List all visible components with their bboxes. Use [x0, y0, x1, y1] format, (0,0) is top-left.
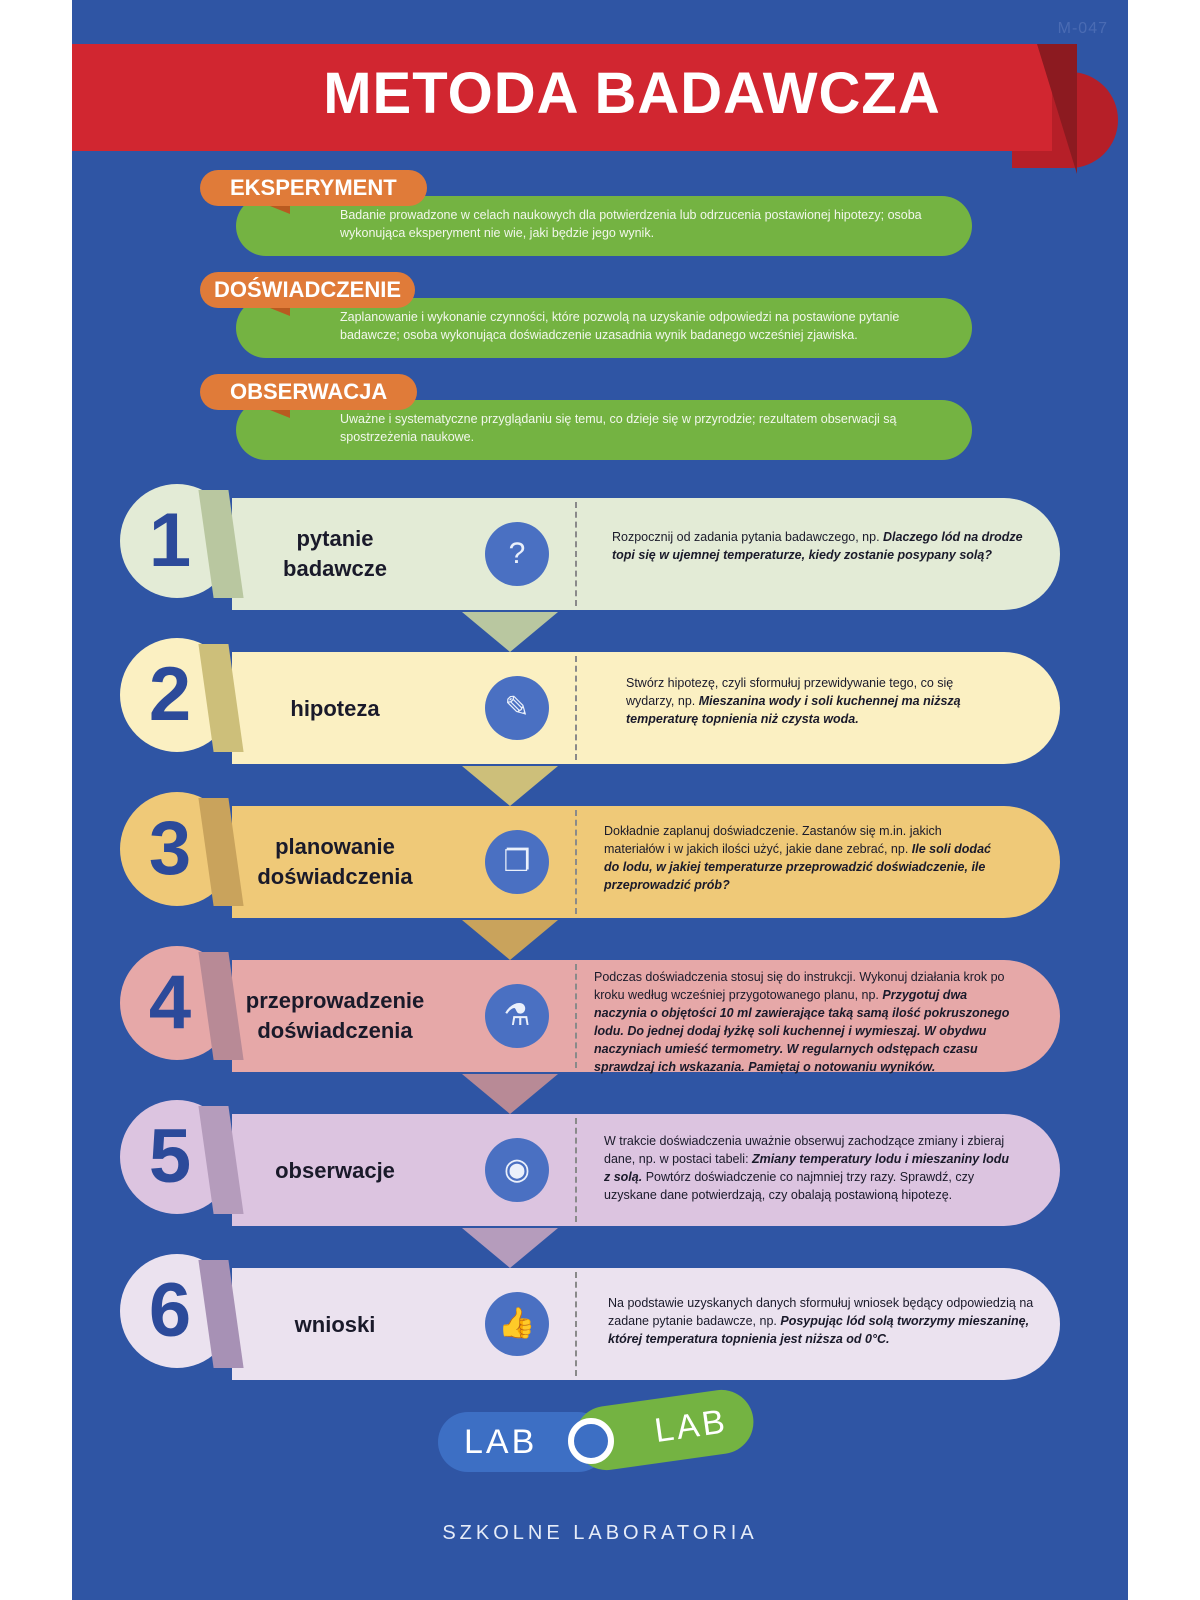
step-description — [608, 1294, 1048, 1348]
step-text-emphasis: Przygotuj dwa naczynia o objętości 10 ml zawierające taką samą ilość pokruszonego lodu. Do jednej dodaj łyżkę soli kuchennej i wymieszaj. W obydwu naczyniach umieść termometry. W regularnych odstępach czasu sprawdzaj ich wskazania. Pamiętaj o notowaniu wyników. — [594, 988, 1010, 1074]
step-2 — [120, 638, 1060, 752]
step-description — [594, 968, 1014, 1076]
step-label-line: pytanie — [296, 526, 374, 551]
step-separator — [575, 1272, 577, 1376]
step-label-line: planowanie — [275, 834, 395, 859]
step-text-emphasis: Mieszanina wody i soli kuchennej ma niższą temperaturę topnienia niż czysta woda. — [626, 694, 961, 726]
step-label — [230, 1310, 440, 1340]
step-separator — [575, 1118, 577, 1222]
step-text-plain: W trakcie doświadczenia uważnie obserwuj zachodzące zmiany i zbieraj dane, np. w postaci tabeli: — [604, 1134, 1005, 1166]
notepad-pencil-icon: ✎ — [485, 676, 549, 740]
step-text-emphasis: Posypując lód solą tworzymy mieszaninę, której temperatura topnienia jest niższa od 0°C. — [608, 1314, 1030, 1346]
step-separator — [575, 810, 577, 914]
step-5 — [120, 1100, 1060, 1214]
step-3 — [120, 792, 1060, 906]
step-6 — [120, 1254, 1060, 1368]
tagline: SZKOLNE LABORATORIA — [442, 1522, 758, 1544]
step-label — [230, 986, 440, 1046]
flask-icon: ⚗ — [485, 984, 549, 1048]
step-description — [626, 674, 966, 728]
step-number: 5 — [148, 1114, 192, 1199]
definition-text: Zaplanowanie i wykonanie czynności, które pozwolą na uzyskanie odpowiedzi na postawione pytanie badawcze; osoba wykonująca doświadczenie uzasadnia wynik badanego wcześniej zjawiska. — [340, 310, 900, 342]
step-text-emphasis: Ile soli dodać do lodu, w jakiej temperaturze przeprowadzić doświadczenie, ile przeprowadzić prób? — [604, 842, 991, 892]
definition-text: Uważne i systematyczne przyglądaniu się temu, co dzieje się w przyrodzie; rezultatem obserwacji są spostrzeżenia naukowe. — [340, 412, 897, 444]
step-text-emphasis: Dlaczego lód na drodze topi się w ujemnej temperaturze, kiedy zostanie posypany solą? — [612, 530, 1023, 562]
definition-term: OBSERWACJA — [200, 374, 417, 410]
step-label-line: wnioski — [294, 1312, 376, 1337]
step-number: 2 — [148, 652, 192, 737]
logo-right-pill: LAB — [570, 1386, 757, 1474]
step-text-plain: Dokładnie zaplanuj doświadczenie. Zastanów się m.in. jakich materiałów i w jakich ilości użyć, jakie dane zebrać, np. — [604, 824, 942, 856]
step-text-plain: Podczas doświadczenia stosuj się do instrukcji. Wykonuj działania krok po kroku według wcześniej przygotowanego planu, np. — [594, 970, 1005, 1002]
step-1 — [120, 484, 1060, 598]
step-label-line: obserwacje — [275, 1158, 395, 1183]
step-text-plain: Rozpocznij od zadania pytania badawczego, np. — [612, 530, 880, 544]
step-label — [230, 524, 440, 584]
step-text-plain: Stwórz hipotezę, czyli sformułuj przewidywanie tego, co się wydarzy, np. — [626, 676, 954, 708]
definition-eksperyment — [200, 170, 1060, 274]
step-description — [604, 822, 994, 894]
step-number: 6 — [148, 1268, 192, 1353]
step-text-after: Powtórz doświadczenie co najmniej trzy razy. Sprawdź, czy uzyskane dane potwierdzają, czy obalają postawioną hipotezę. — [604, 1170, 975, 1202]
step-separator — [575, 656, 577, 760]
definition-obserwacja — [200, 374, 1060, 478]
labolab-logo — [438, 1398, 754, 1474]
step-separator — [575, 964, 577, 1068]
poster — [72, 0, 1128, 1600]
definition-doswiadczenie — [200, 272, 1060, 376]
step-label — [230, 694, 440, 724]
step-number: 1 — [148, 498, 192, 583]
step-4 — [120, 946, 1060, 1074]
step-label-line: doświadczenia — [257, 864, 413, 889]
poster-code: M-047 — [1057, 20, 1108, 37]
definition-text: Badanie prowadzone w celach naukowych dla potwierdzenia lub odrzucenia postawionej hipotezy; osoba wykonująca eksperyment nie wie, jaki będzie jego wynik. — [340, 208, 922, 240]
step-label-line: badawcze — [283, 556, 387, 581]
definition-term: EKSPERYMENT — [200, 170, 427, 206]
banner-fold — [1037, 44, 1077, 174]
definition-term: DOŚWIADCZENIE — [200, 272, 415, 308]
step-text-emphasis: Zmiany temperatury lodu i mieszaniny lodu z solą. — [604, 1152, 1010, 1184]
step-separator — [575, 502, 577, 606]
step-description — [612, 528, 1042, 564]
step-label — [230, 1156, 440, 1186]
thumbs-up-down-icon: 👍 — [485, 1292, 549, 1356]
step-text-plain: Na podstawie uzyskanych danych sformułuj wniosek będący odpowiedzią na zadane pytanie badawcze, np. — [608, 1296, 1034, 1328]
step-description — [604, 1132, 1014, 1204]
documents-icon: ❐ — [485, 830, 549, 894]
step-label-line: przeprowadzenie — [245, 988, 425, 1013]
magnifier-eye-icon: ◉ — [485, 1138, 549, 1202]
question-icon: ? — [485, 522, 549, 586]
step-number: 4 — [148, 960, 192, 1045]
step-label-line: hipoteza — [290, 696, 380, 721]
logo-left-pill: LAB — [438, 1412, 608, 1472]
step-label — [230, 832, 440, 892]
poster-title: METODA BADAWCZA — [323, 61, 941, 126]
logo-o-circle — [568, 1418, 614, 1464]
step-label-line: doświadczenia — [257, 1018, 413, 1043]
step-number: 3 — [148, 806, 192, 891]
